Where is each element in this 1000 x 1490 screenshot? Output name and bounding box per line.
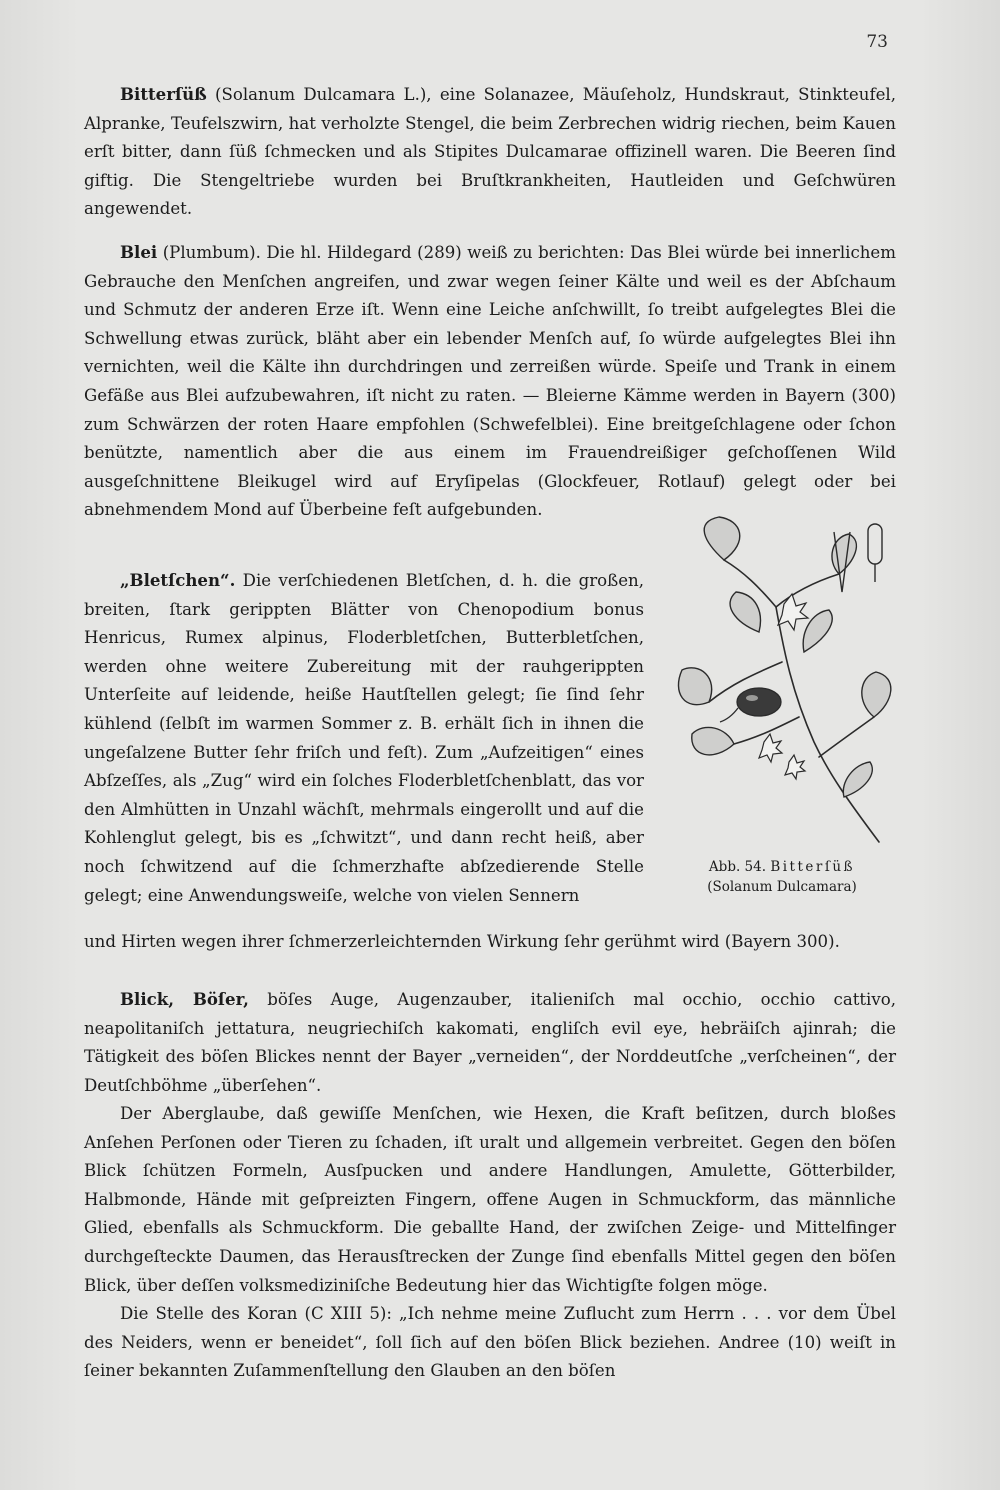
entry-text: (Plumbum). Die hl. Hildegard (289) weiß zu berichten: Das Blei würde bei innerlichem Gebrauche den Menſchen angreifen, und zwar wegen ſeiner Kälte und weil es der Abſchaum und Schmutz der anderen Erze iſt. Wenn eine Leiche anſchwillt, ſo treibt aufgelegtes Blei die Schwellung etwas zurück, bläht aber ein lebender Menſch auf, ſo würde aufgelegtes Blei ihn vernichten, weil die Kälte ihn durchdringen und zerreißen würde. Speiſe und Trank in einem Gefäße aus Blei aufzubewahren, iſt nicht zu raten. — Bleierne Kämme werden in Bayern (300) zum Schwärzen der roten Haare empfohlen (Schwefelblei). Eine breitgeſchlagene oder ſchon benützte, namentlich aber die aus einem im Frauendreißiger geſchoſſenen Wild ausgeſchnittene Bleikugel wird auf Eryſipelas (Glockfeuer, Rotlauf) gelegt oder bei abnehmendem Mond auf Überbeine feſt aufgebunden.: [84, 243, 896, 520]
plant-illustration: [664, 512, 900, 852]
entry-text-continued: und Hirten wegen ihrer ſchmerzerleichternden Wirkung ſehr gerühmt wird (Bayern 300).: [84, 932, 840, 951]
page-number: 73: [866, 32, 888, 52]
caption-title: Bitterſüß: [770, 859, 856, 875]
caption-latin: (Solanum Dulcamara): [707, 879, 857, 895]
entry-heading: Bitterſüß: [120, 84, 207, 104]
paragraph-text: Die Stelle des Koran (C XIII 5): „Ich nehme meine Zuflucht zum Herrn . . . vor dem Übel des Neiders, wenn er beneidet“, ſoll ſich auf den böſen Blick beziehen. Andree (10) weiſt in ſeiner bekannten Zuſammenſtellung den Glauben an den böſen: [84, 1304, 896, 1381]
entry-text: böſes Auge, Augenzauber, italieniſch mal occhio, occhio cattivo, neapolitaniſch jettatura, neugriechiſch kakomati, engliſch evil eye, hebräiſch ajinrah; die Tätigkeit des böſen Blickes nennt der Bayer „verneiden“, der Norddeutſche „verſcheinen“, der Deutſchböhme „überſehen“.: [84, 990, 896, 1095]
entry-bletschen-continued: [84, 928, 896, 957]
entry-text: (Solanum Dulcamara L.), eine Solanazee, Mäuſeholz, Hundskraut, Stinkteufel, Alpranke, Teufelszwirn, hat verholzte Stengel, die beim Zerbrechen widrig riechen, beim Kauen erſt bitter, dann ſüß ſchmecken und als Stipites Dulcamarae offizinell waren. Die Beeren ſind giftig. Die Stengeltriebe wurden bei Bruſtkrankheiten, Hautleiden und Geſchwüren angewendet.: [84, 85, 896, 219]
entry-bittersuess: [84, 80, 896, 224]
entry-heading: Blei: [120, 242, 158, 262]
figure-caption: [664, 857, 900, 897]
figure-bittersuess: [664, 512, 900, 907]
paragraph-koran: [84, 1300, 896, 1386]
caption-prefix: Abb. 54.: [708, 859, 767, 875]
paragraph-aberglaube: [84, 1100, 896, 1300]
entry-heading: Blick, Böſer,: [120, 989, 249, 1009]
entry-blick-boeser: [84, 985, 896, 1100]
paragraph-text: Der Aberglaube, daß gewiſſe Menſchen, wie Hexen, die Kraft beſitzen, durch bloßes Anſehen Perſonen oder Tieren zu ſchaden, iſt uralt und allgemein verbreitet. Gegen den böſen Blick ſchützen Formeln, Ausſpucken und andere Handlungen, Amulette, Götterbilder, Halbmonde, Hände mit geſpreizten Fingern, offene Augen in Schmuckform, das männliche Glied, ebenfalls als Schmuckform. Die geballte Hand, der zwiſchen Zeige- und Mittelfinger durchgeſteckte Daumen, das Herausſtrecken der Zunge ſind ebenfalls Mittel gegen den böſen Blick, über deſſen volksmediziniſche Bedeutung hier das Wichtigſte folgen möge.: [84, 1104, 896, 1295]
entry-blei: [84, 238, 896, 525]
entry-bletschen: [84, 566, 644, 910]
entry-heading: „Bletſchen“.: [120, 570, 236, 590]
entry-text: Die verſchiedenen Bletſchen, d. h. die großen, breiten, ſtark gerippten Blätter von Chenopodium bonus Henricus, Rumex alpinus, Floderbletſchen, Butterbletſchen, werden ohne weitere Zubereitung mit der rauhgerippten Unterſeite auf leidende, heiße Hautſtellen gelegt; ſie ſind ſehr kühlend (ſelbſt im warmen Sommer z. B. erhält ſich in ihnen die ungeſalzene Butter ſehr friſch und feſt). Zum „Aufzeitigen“ eines Abſzeſſes, als „Zug“ wird ein ſolches Floderbletſchenblatt, das vor den Almhütten in Unzahl wächſt, mehrmals eingerollt und auf die Kohlenglut gelegt, bis es „ſchwitzt“, und dann recht heiß, aber noch ſchwitzend auf die ſchmerzhafte abſzedierende Stelle gelegt; eine Anwendungsweiſe, welche von vielen Sennern: [84, 571, 644, 905]
